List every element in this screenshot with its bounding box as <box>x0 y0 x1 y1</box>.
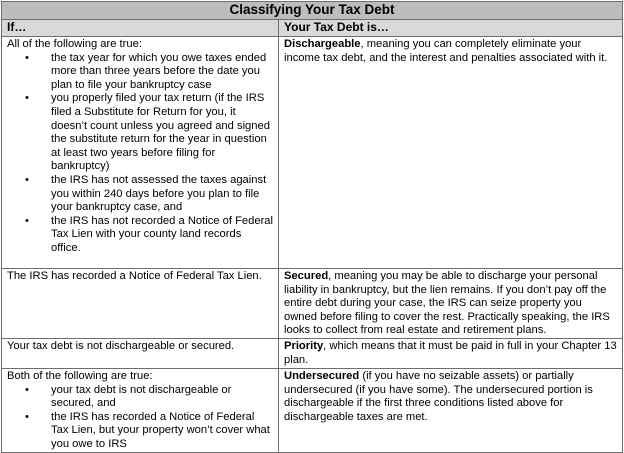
result-cell <box>279 37 623 269</box>
column-header-if: If… <box>2 20 279 37</box>
condition-lead: Your tax debt is not dischargeable or secured. <box>7 339 235 352</box>
result-cell <box>279 269 623 339</box>
result-explanation: , meaning you may be able to discharge your personal liability in bankruptcy, but the lien remains. If you don’t pay off the entire debt during your case, the IRS can seize property you owned before filing to cover the rest. Practically speaking, the IRS looks to collect from real estate and retirement plans. <box>284 270 610 337</box>
table-row <box>2 37 623 269</box>
condition-cell <box>2 269 279 339</box>
tax-debt-table <box>1 1 623 453</box>
result-term: Priority <box>284 339 324 352</box>
table-row <box>2 269 623 339</box>
condition-list <box>7 52 273 256</box>
result-cell <box>279 338 623 368</box>
condition-item: • the IRS has not assessed the taxes against you within 240 days before you plan to file your bankruptcy case, and <box>51 174 273 215</box>
condition-cell <box>2 368 279 452</box>
condition-cell <box>2 37 279 269</box>
table-title-row <box>2 2 623 20</box>
condition-item: • the tax year for which you owe taxes ended more than three years before the date you plan to file your bankruptcy case <box>51 52 273 93</box>
condition-item: • the IRS has not recorded a Notice of Federal Tax Lien with your county land records office. <box>51 215 273 256</box>
condition-lead: The IRS has recorded a Notice of Federal Tax Lien. <box>7 270 262 282</box>
condition-item: • your tax debt is not dischargeable or secured, and <box>51 384 273 411</box>
table-title: Classifying Your Tax Debt <box>2 2 623 20</box>
table-header-row <box>2 20 623 37</box>
condition-item: • you properly filed your tax return (if the IRS filed a Substitute for Return for you, it doesn’t count unless you agreed and signed the substitute return for the year in question at least two years before filing for bankruptcy) <box>51 92 273 174</box>
condition-list <box>7 384 273 452</box>
result-explanation: (if you have no seizable assets) or partially undersecured (if you have some). The undersecured portion is dischargeable if the first three conditions listed above for dischargeable taxes are met. <box>284 369 593 423</box>
result-term: Dischargeable <box>284 38 361 50</box>
result-term: Secured <box>284 270 329 282</box>
column-header-result: Your Tax Debt is… <box>279 20 623 37</box>
result-explanation: , meaning you can completely eliminate your income tax debt, and the interest and penalties associated with it. <box>284 38 608 64</box>
result-explanation: , which means that it must be paid in full in your Chapter 13 plan. <box>284 339 617 366</box>
table-row <box>2 338 623 368</box>
condition-cell <box>2 338 279 368</box>
result-term: Undersecured <box>284 369 360 382</box>
condition-item: • the IRS has recorded a Notice of Federal Tax Lien, but your property won’t cover what you owe to IRS <box>51 411 273 452</box>
result-cell <box>279 368 623 452</box>
condition-lead: All of the following are true: <box>7 38 142 50</box>
condition-lead: Both of the following are true: <box>7 369 153 382</box>
table-row <box>2 368 623 452</box>
